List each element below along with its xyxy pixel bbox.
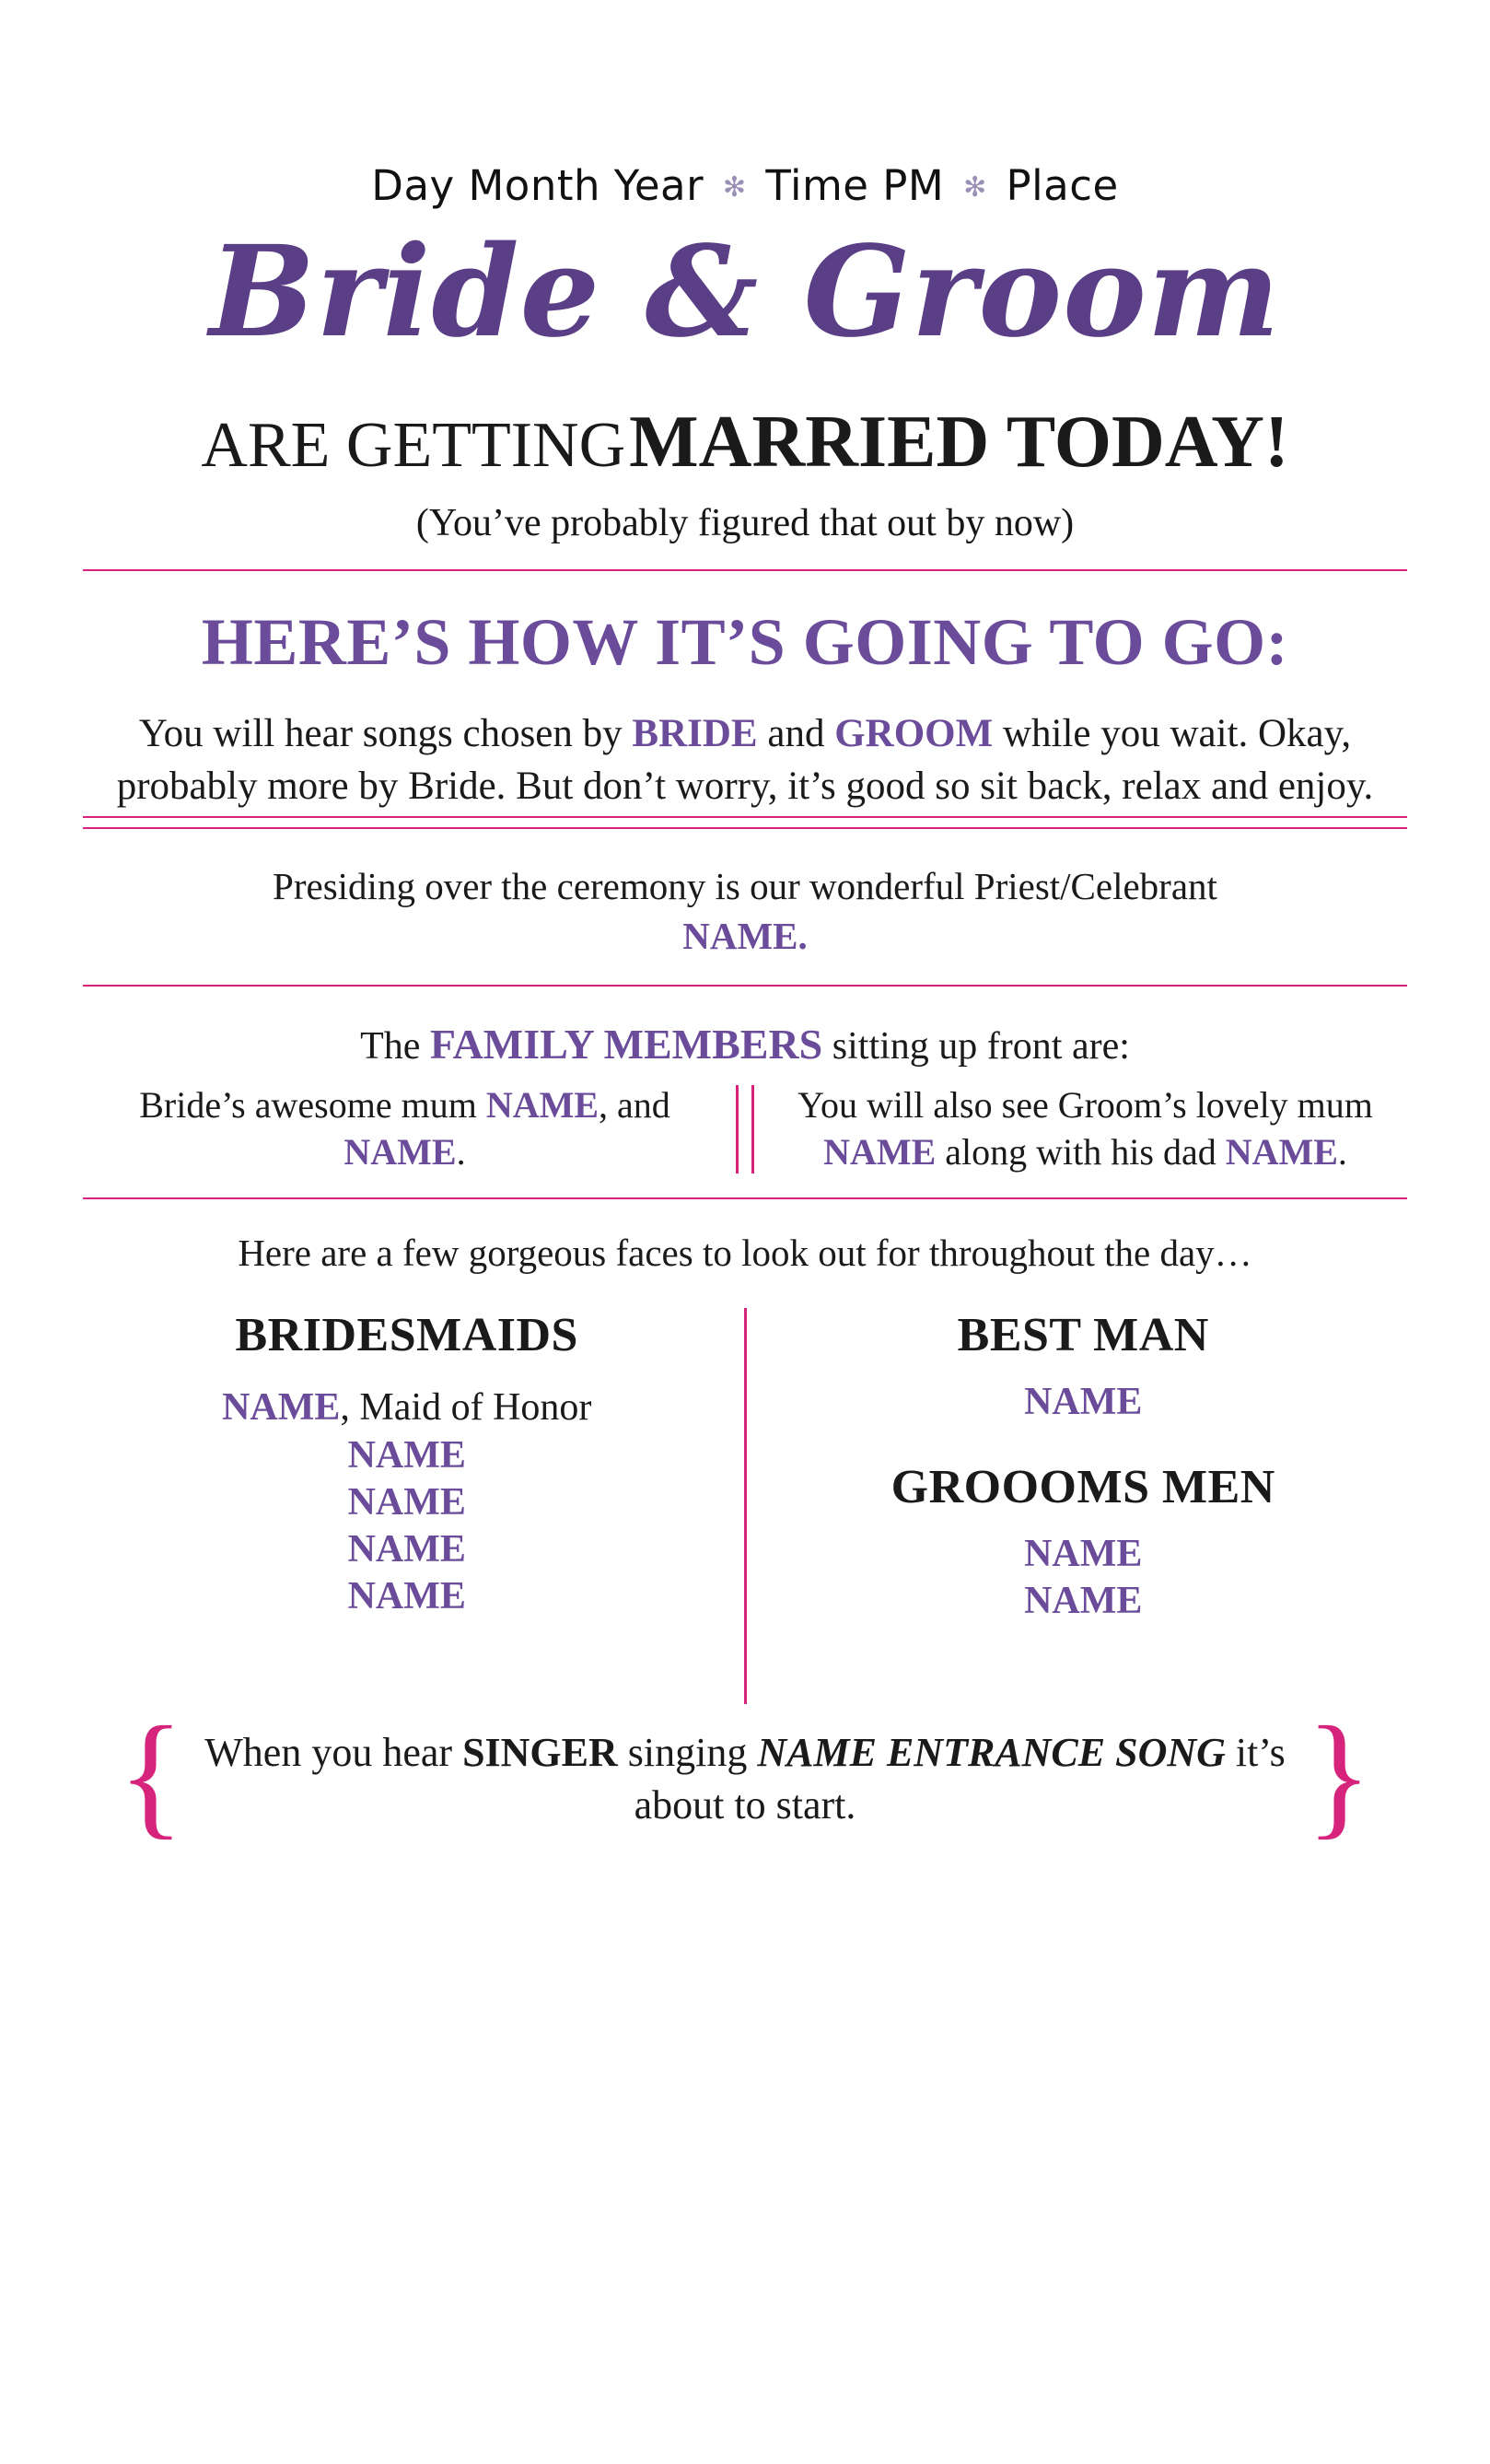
event-datetime-line xyxy=(83,161,1407,210)
brides-parents-before: Bride’s awesome mum xyxy=(139,1083,486,1126)
grooms-men-title: GROOOMS MEN xyxy=(891,1460,1275,1513)
intro-text-part1: You will hear songs chosen by xyxy=(138,711,633,755)
brace-right-icon: } xyxy=(1306,1699,1372,1852)
grooms-man-name: NAME xyxy=(1024,1579,1143,1622)
grooms-men-names xyxy=(760,1531,1408,1625)
family-heading-after: sitting up front are: xyxy=(822,1024,1130,1068)
grooms-parents xyxy=(763,1081,1407,1175)
footer-section xyxy=(83,1699,1407,1852)
entrance-song-note xyxy=(147,1726,1343,1831)
footer-singer: SINGER xyxy=(462,1730,618,1776)
grooms-parents-middle: along with his dad xyxy=(936,1131,1226,1174)
brace-left-icon: { xyxy=(118,1699,184,1852)
bridesmaids-names xyxy=(83,1384,731,1620)
maid-of-honor-name: NAME xyxy=(222,1386,341,1430)
officiant-text: Presiding over the ceremony is our wonderful Priest/Celebrant xyxy=(273,865,1217,908)
parents-row xyxy=(83,1081,1407,1175)
divider-rule-2b xyxy=(83,827,1407,829)
married-emphasis: MARRIED TODAY! xyxy=(629,401,1289,483)
family-heading xyxy=(83,1020,1407,1069)
couple-names: Bride & Groom xyxy=(209,218,1281,366)
best-man-title: BEST MAN xyxy=(957,1309,1209,1362)
maid-of-honor-role: , Maid of Honor xyxy=(340,1386,592,1430)
bridesmaids-column xyxy=(83,1308,731,1704)
spacer-3 xyxy=(83,1175,1407,1197)
officiant-name: NAME. xyxy=(682,914,808,957)
married-today-line xyxy=(83,401,1407,485)
intro-text-part3: while you wait. Okay, probably more by Bride. But don’t worry, it’s good so sit back, relax and enjoy. xyxy=(116,711,1374,808)
spacer-2 xyxy=(83,961,1407,985)
event-time: Time PM xyxy=(765,161,945,210)
grooms-parents-before: You will also see Groom’s lovely mum xyxy=(797,1083,1373,1126)
program-heading: HERE’S HOW IT’S GOING TO GO: xyxy=(201,604,1289,679)
family-heading-before: The xyxy=(360,1024,430,1068)
bridesmaid-name: NAME xyxy=(347,1575,466,1618)
party-column-divider xyxy=(744,1308,747,1704)
married-subtitle: (You’ve probably figured that out by now) xyxy=(415,501,1075,544)
brides-parent-name-2: NAME xyxy=(343,1131,457,1174)
spacer-1 xyxy=(83,545,1407,569)
intro-groom-name: GROOM xyxy=(834,711,994,755)
groomsmen-column xyxy=(760,1308,1408,1704)
invitation-page xyxy=(0,161,1490,2464)
grooms-parents-after: . xyxy=(1337,1131,1347,1174)
grooms-parent-name-2: NAME xyxy=(1225,1131,1338,1174)
divider-rule-4 xyxy=(83,1197,1407,1199)
brides-parents xyxy=(83,1081,727,1175)
brides-parents-after: . xyxy=(456,1131,466,1174)
wedding-party-section xyxy=(83,1308,1407,1704)
grooms-parent-name-1: NAME xyxy=(823,1131,937,1174)
married-prefix: ARE GETTING xyxy=(201,409,626,481)
intro-text-part2: and xyxy=(757,711,835,755)
footer-song-title: NAME ENTRANCE SONG xyxy=(757,1730,1226,1776)
best-man-names xyxy=(760,1379,1408,1426)
brides-parent-name-1: NAME xyxy=(485,1083,599,1126)
separator-star-1: ✻ xyxy=(722,171,747,204)
faces-intro-line: Here are a few gorgeous faces to look out for throughout the day… xyxy=(238,1232,1252,1275)
grooms-man-name: NAME xyxy=(1024,1532,1143,1575)
intro-bride-name: BRIDE xyxy=(632,711,758,755)
divider-double-rule xyxy=(83,812,1407,829)
parents-column-divider xyxy=(736,1085,754,1174)
officiant-block xyxy=(83,862,1407,961)
separator-star-2: ✻ xyxy=(963,171,987,204)
program-intro-paragraph xyxy=(83,708,1407,813)
divider-rule-3 xyxy=(83,985,1407,987)
event-place: Place xyxy=(1006,161,1119,210)
maid-of-honor-line xyxy=(83,1384,731,1431)
bridesmaid-name: NAME xyxy=(347,1527,466,1571)
brides-parents-middle: , and xyxy=(599,1083,670,1126)
footer-middle: singing xyxy=(617,1730,758,1776)
footer-before: When you hear xyxy=(204,1730,463,1776)
bridesmaids-title: BRIDESMAIDS xyxy=(235,1309,578,1362)
family-heading-strong: FAMILY MEMBERS xyxy=(429,1020,823,1068)
best-man-name: NAME xyxy=(1024,1381,1143,1424)
bridesmaid-name: NAME xyxy=(347,1480,466,1524)
event-date: Day Month Year xyxy=(371,161,704,210)
footer-after: it’s about to start. xyxy=(634,1730,1286,1828)
bridesmaid-name: NAME xyxy=(347,1433,466,1477)
divider-rule-1 xyxy=(83,569,1407,571)
divider-rule-2a xyxy=(83,816,1407,818)
